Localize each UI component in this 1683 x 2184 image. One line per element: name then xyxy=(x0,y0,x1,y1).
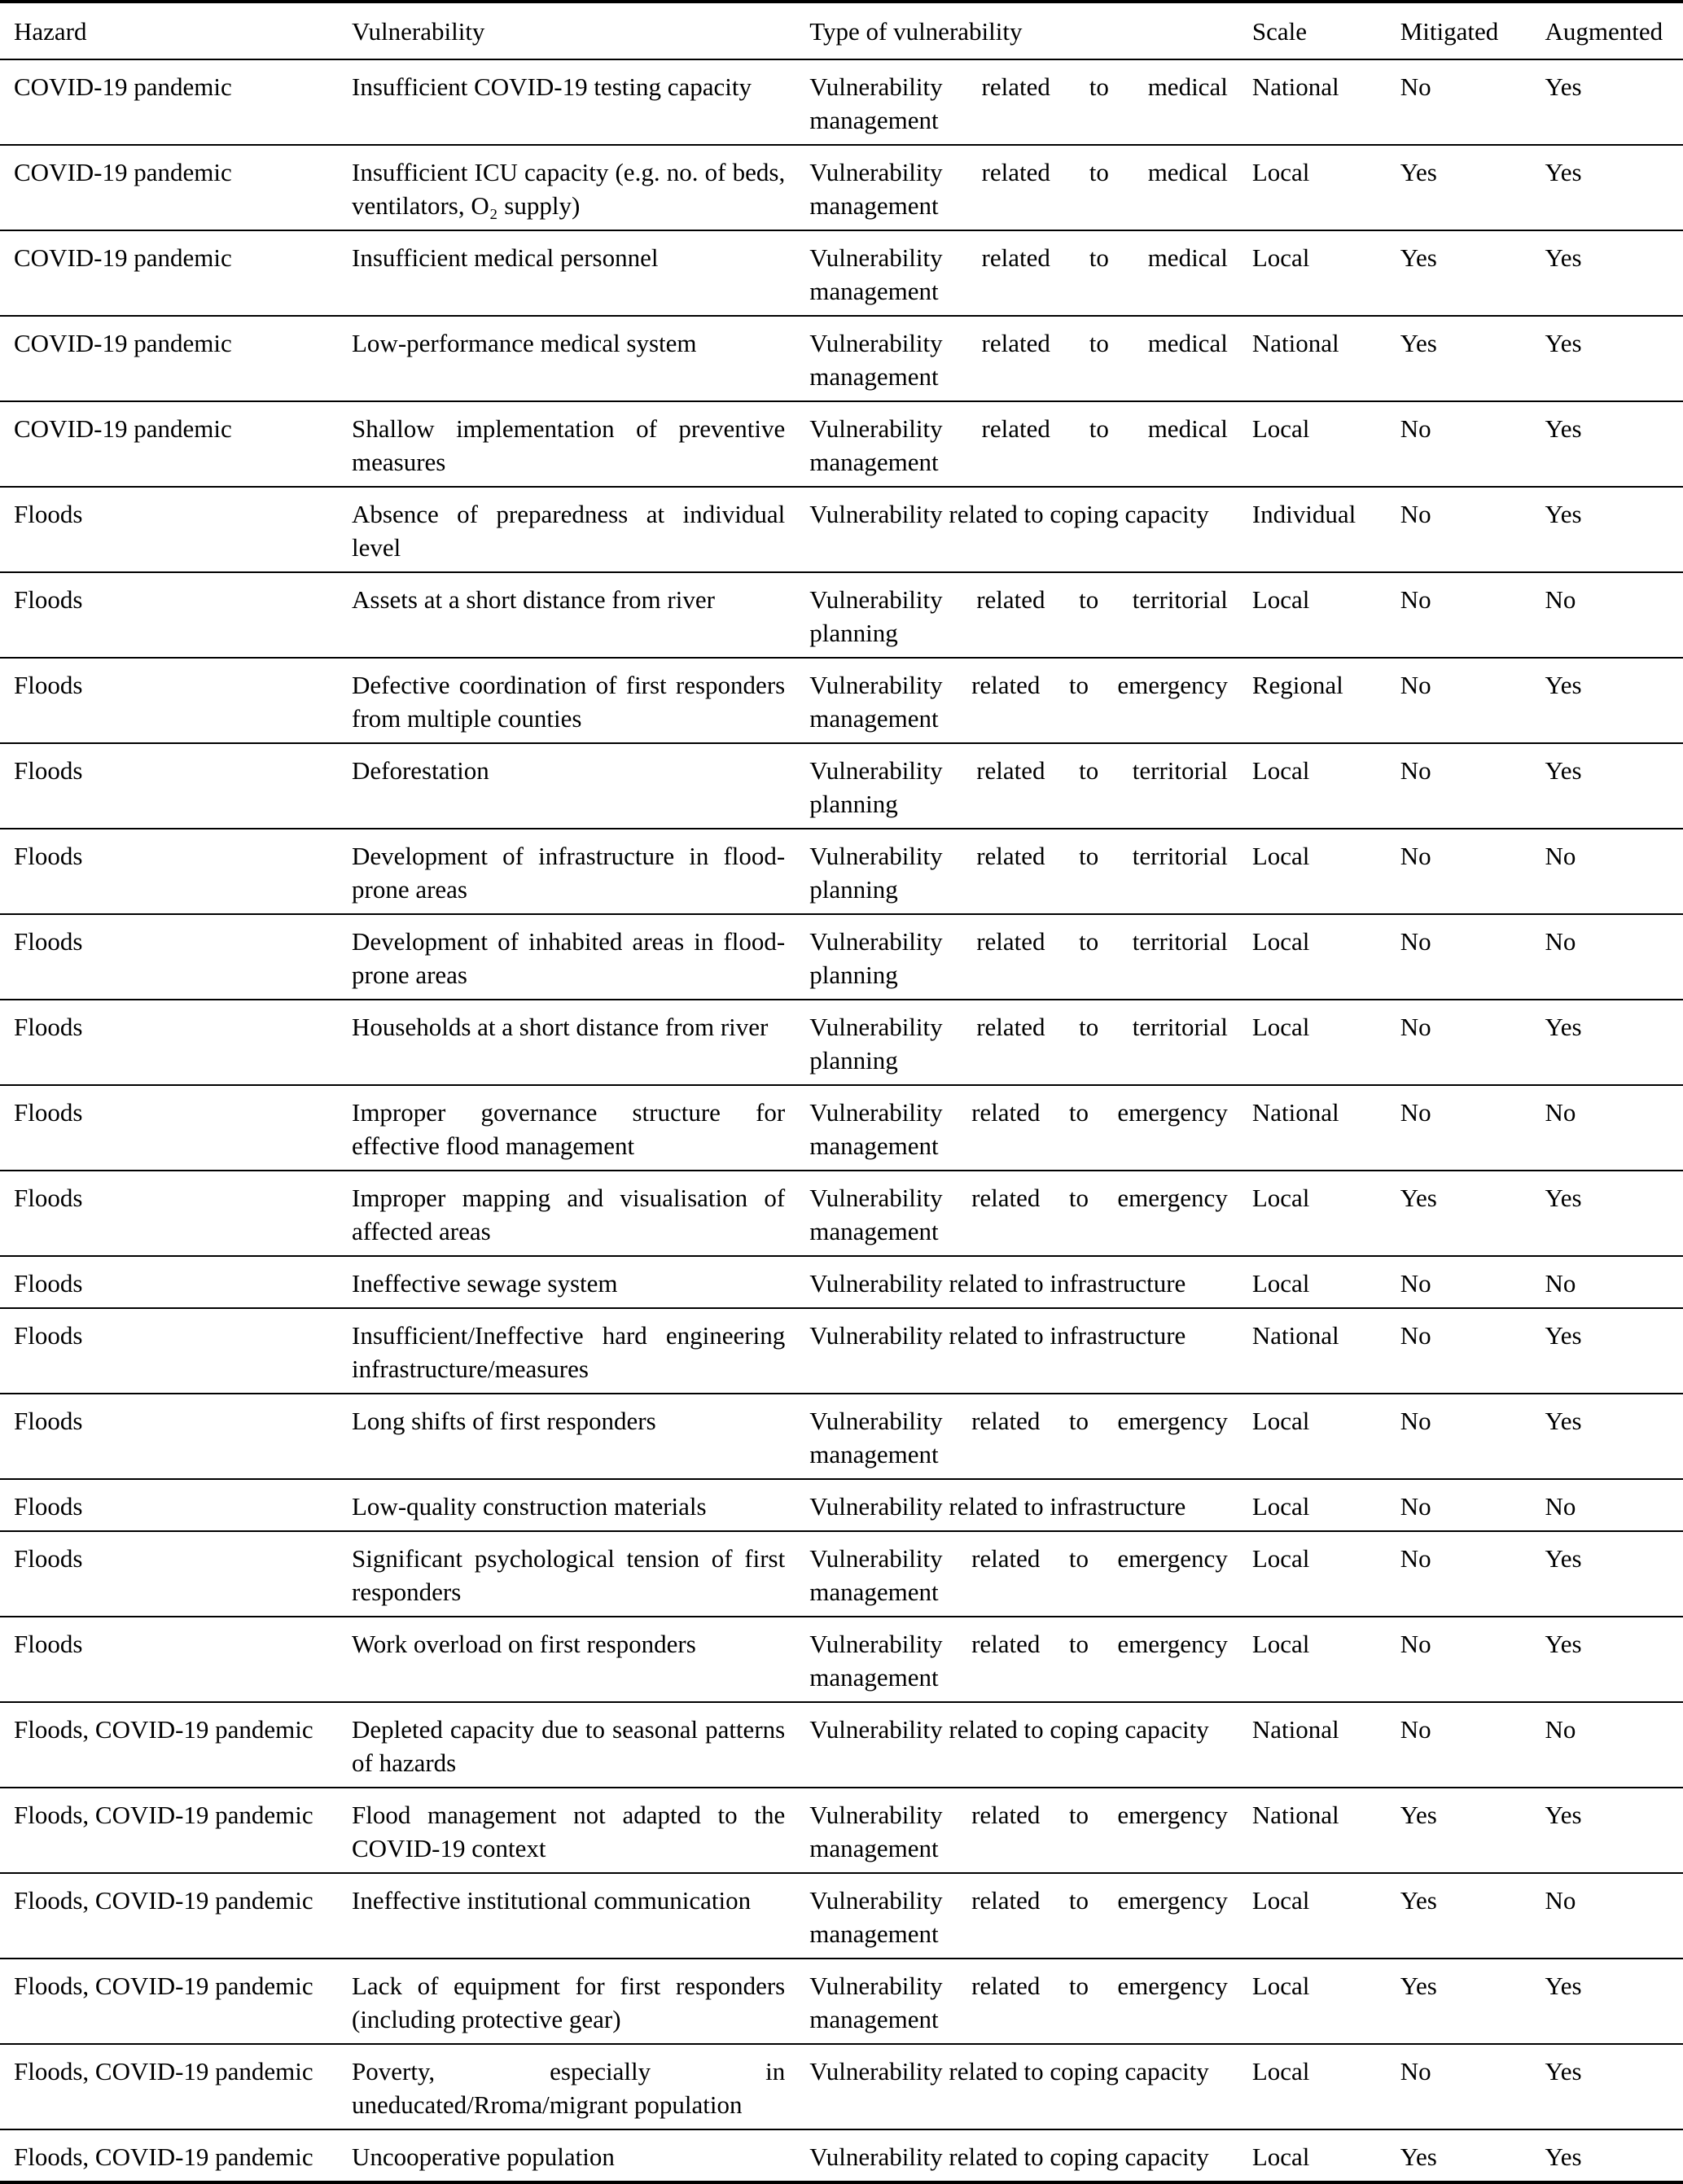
cell-mitigated: No xyxy=(1400,2044,1545,2129)
cell-vulnerability: Insufficient/Ineffective hard engineering infrastructure/measures xyxy=(352,1308,809,1394)
cell-augmented: Yes xyxy=(1545,1531,1683,1617)
cell-hazard: Floods, COVID-19 pandemic xyxy=(0,1873,352,1959)
cell-type-of-vulnerability: Vulnerability related to emergency management xyxy=(809,658,1252,743)
cell-type-of-vulnerability: Vulnerability related to medical management xyxy=(809,316,1252,401)
cell-scale: Local xyxy=(1252,1531,1400,1617)
cell-scale: Local xyxy=(1252,145,1400,230)
cell-mitigated: No xyxy=(1400,914,1545,1000)
cell-scale: National xyxy=(1252,1085,1400,1171)
cell-augmented: No xyxy=(1545,1085,1683,1171)
table-row xyxy=(0,2044,1683,2129)
cell-vulnerability: Low-performance medical system xyxy=(352,316,809,401)
cell-scale: Local xyxy=(1252,743,1400,829)
cell-type-of-vulnerability: Vulnerability related to infrastructure xyxy=(809,1256,1252,1308)
table-row xyxy=(0,829,1683,914)
cell-hazard: Floods, COVID-19 pandemic xyxy=(0,1702,352,1788)
cell-augmented: No xyxy=(1545,1702,1683,1788)
cell-vulnerability: Absence of preparedness at individual level xyxy=(352,487,809,572)
cell-mitigated: No xyxy=(1400,1479,1545,1531)
cell-augmented: Yes xyxy=(1545,1788,1683,1873)
cell-vulnerability: Insufficient COVID-19 testing capacity xyxy=(352,59,809,145)
cell-type-of-vulnerability: Vulnerability related to emergency management xyxy=(809,1873,1252,1959)
cell-scale: Local xyxy=(1252,1873,1400,1959)
cell-type-of-vulnerability: Vulnerability related to medical management xyxy=(809,59,1252,145)
cell-mitigated: No xyxy=(1400,1702,1545,1788)
cell-augmented: No xyxy=(1545,572,1683,658)
cell-hazard: Floods xyxy=(0,1256,352,1308)
cell-scale: Local xyxy=(1252,401,1400,487)
table-row xyxy=(0,59,1683,145)
cell-hazard: Floods xyxy=(0,1617,352,1702)
cell-vulnerability: Poverty, especially in uneducated/Rroma/migrant population xyxy=(352,2044,809,2129)
cell-type-of-vulnerability: Vulnerability related to infrastructure xyxy=(809,1308,1252,1394)
cell-type-of-vulnerability: Vulnerability related to territorial planning xyxy=(809,1000,1252,1085)
cell-hazard: COVID-19 pandemic xyxy=(0,401,352,487)
cell-vulnerability: Insufficient ICU capacity (e.g. no. of beds, ventilators, O₂ supply) xyxy=(352,145,809,230)
cell-mitigated: No xyxy=(1400,1308,1545,1394)
cell-augmented: Yes xyxy=(1545,1308,1683,1394)
cell-scale: Local xyxy=(1252,829,1400,914)
cell-hazard: Floods xyxy=(0,1531,352,1617)
table-row xyxy=(0,1171,1683,1256)
cell-vulnerability: Low-quality construction materials xyxy=(352,1479,809,1531)
cell-scale: Local xyxy=(1252,914,1400,1000)
cell-mitigated: Yes xyxy=(1400,1171,1545,1256)
cell-mitigated: No xyxy=(1400,572,1545,658)
cell-vulnerability: Development of infrastructure in flood-prone areas xyxy=(352,829,809,914)
cell-augmented: Yes xyxy=(1545,1000,1683,1085)
table-row xyxy=(0,316,1683,401)
cell-augmented: Yes xyxy=(1545,1617,1683,1702)
table-row xyxy=(0,1479,1683,1531)
table-row xyxy=(0,2129,1683,2182)
cell-type-of-vulnerability: Vulnerability related to emergency management xyxy=(809,1085,1252,1171)
cell-augmented: No xyxy=(1545,1873,1683,1959)
cell-scale: Local xyxy=(1252,1171,1400,1256)
cell-augmented: Yes xyxy=(1545,230,1683,316)
cell-hazard: Floods, COVID-19 pandemic xyxy=(0,1788,352,1873)
cell-hazard: Floods xyxy=(0,572,352,658)
cell-scale: National xyxy=(1252,59,1400,145)
header-cell-type-of-vulnerability: Type of vulnerability xyxy=(809,2,1252,59)
cell-mitigated: Yes xyxy=(1400,145,1545,230)
header-cell-hazard: Hazard xyxy=(0,2,352,59)
cell-hazard: Floods xyxy=(0,1000,352,1085)
cell-vulnerability: Depleted capacity due to seasonal patterns of hazards xyxy=(352,1702,809,1788)
cell-mitigated: No xyxy=(1400,1085,1545,1171)
table-row xyxy=(0,145,1683,230)
header-cell-augmented: Augmented xyxy=(1545,2,1683,59)
cell-scale: Local xyxy=(1252,572,1400,658)
cell-mitigated: No xyxy=(1400,487,1545,572)
cell-hazard: Floods xyxy=(0,829,352,914)
cell-type-of-vulnerability: Vulnerability related to medical management xyxy=(809,230,1252,316)
cell-hazard: Floods xyxy=(0,1171,352,1256)
cell-mitigated: No xyxy=(1400,59,1545,145)
cell-vulnerability: Households at a short distance from river xyxy=(352,1000,809,1085)
cell-hazard: Floods, COVID-19 pandemic xyxy=(0,2044,352,2129)
cell-scale: National xyxy=(1252,1788,1400,1873)
cell-type-of-vulnerability: Vulnerability related to territorial planning xyxy=(809,829,1252,914)
cell-hazard: Floods xyxy=(0,1308,352,1394)
cell-hazard: Floods xyxy=(0,914,352,1000)
table-row xyxy=(0,1959,1683,2044)
table-header xyxy=(0,2,1683,59)
table-row xyxy=(0,487,1683,572)
cell-mitigated: No xyxy=(1400,1256,1545,1308)
cell-hazard: COVID-19 pandemic xyxy=(0,145,352,230)
cell-augmented: Yes xyxy=(1545,316,1683,401)
cell-hazard: COVID-19 pandemic xyxy=(0,230,352,316)
cell-vulnerability: Significant psychological tension of first responders xyxy=(352,1531,809,1617)
table-row xyxy=(0,1000,1683,1085)
cell-type-of-vulnerability: Vulnerability related to medical management xyxy=(809,145,1252,230)
table-row xyxy=(0,401,1683,487)
cell-mitigated: Yes xyxy=(1400,1959,1545,2044)
cell-hazard: Floods xyxy=(0,743,352,829)
cell-vulnerability: Ineffective institutional communication xyxy=(352,1873,809,1959)
table-row xyxy=(0,1617,1683,1702)
cell-augmented: Yes xyxy=(1545,743,1683,829)
cell-mitigated: Yes xyxy=(1400,1788,1545,1873)
cell-type-of-vulnerability: Vulnerability related to coping capacity xyxy=(809,2044,1252,2129)
cell-vulnerability: Long shifts of first responders xyxy=(352,1394,809,1479)
cell-type-of-vulnerability: Vulnerability related to coping capacity xyxy=(809,1702,1252,1788)
cell-scale: Individual xyxy=(1252,487,1400,572)
cell-vulnerability: Assets at a short distance from river xyxy=(352,572,809,658)
cell-augmented: Yes xyxy=(1545,2142,1582,2171)
cell-hazard: Floods xyxy=(0,1085,352,1171)
table-row xyxy=(0,1531,1683,1617)
cell-type-of-vulnerability: Vulnerability related to emergency management xyxy=(809,1171,1252,1256)
cell-vulnerability: Flood management not adapted to the COVID-19 context xyxy=(352,1788,809,1873)
table-row xyxy=(0,230,1683,316)
cell-vulnerability: Uncooperative population xyxy=(352,2142,615,2171)
cell-scale: Local xyxy=(1252,230,1400,316)
header-cell-mitigated: Mitigated xyxy=(1400,2,1545,59)
cell-type-of-vulnerability: Vulnerability related to territorial planning xyxy=(809,914,1252,1000)
cell-hazard: Floods, COVID-19 pandemic xyxy=(0,1959,352,2044)
cell-vulnerability: Deforestation xyxy=(352,743,809,829)
cell-type-of-vulnerability: Vulnerability related to medical management xyxy=(809,401,1252,487)
cell-vulnerability: Ineffective sewage system xyxy=(352,1256,809,1308)
cell-mitigated: Yes xyxy=(1400,1873,1545,1959)
cell-mitigated: Yes xyxy=(1400,2142,1437,2171)
cell-augmented: No xyxy=(1545,1256,1683,1308)
cell-mitigated: Yes xyxy=(1400,230,1545,316)
table-row xyxy=(0,914,1683,1000)
cell-augmented: No xyxy=(1545,1479,1683,1531)
cell-hazard: Floods xyxy=(0,1394,352,1479)
cell-scale: National xyxy=(1252,1702,1400,1788)
cell-augmented: Yes xyxy=(1545,1171,1683,1256)
cell-type-of-vulnerability: Vulnerability related to emergency management xyxy=(809,1531,1252,1617)
cell-scale: Local xyxy=(1252,1256,1400,1308)
cell-scale: National xyxy=(1252,1308,1400,1394)
table-row xyxy=(0,1256,1683,1308)
cell-mitigated: Yes xyxy=(1400,316,1545,401)
cell-vulnerability: Improper governance structure for effective flood management xyxy=(352,1085,809,1171)
cell-type-of-vulnerability: Vulnerability related to territorial planning xyxy=(809,572,1252,658)
cell-augmented: Yes xyxy=(1545,1959,1683,2044)
table-row xyxy=(0,743,1683,829)
cell-scale: Local xyxy=(1252,1000,1400,1085)
table-row xyxy=(0,1085,1683,1171)
cell-type-of-vulnerability: Vulnerability related to territorial planning xyxy=(809,743,1252,829)
cell-augmented: Yes xyxy=(1545,59,1683,145)
table-row xyxy=(0,572,1683,658)
cell-mitigated: No xyxy=(1400,1394,1545,1479)
cell-mitigated: No xyxy=(1400,829,1545,914)
cell-augmented: Yes xyxy=(1545,658,1683,743)
header-row xyxy=(0,2,1683,59)
cell-type-of-vulnerability: Vulnerability related to coping capacity xyxy=(809,487,1252,572)
cell-hazard: COVID-19 pandemic xyxy=(0,59,352,145)
cell-vulnerability: Shallow implementation of preventive measures xyxy=(352,401,809,487)
cell-hazard: Floods xyxy=(0,487,352,572)
cell-hazard: Floods xyxy=(0,658,352,743)
header-cell-vulnerability: Vulnerability xyxy=(352,2,809,59)
cell-scale: National xyxy=(1252,316,1400,401)
cell-vulnerability: Insufficient medical personnel xyxy=(352,230,809,316)
cell-type-of-vulnerability: Vulnerability related to emergency management xyxy=(809,1788,1252,1873)
cell-type-of-vulnerability: Vulnerability related to infrastructure xyxy=(809,1479,1252,1531)
table-row xyxy=(0,1788,1683,1873)
cell-scale: Regional xyxy=(1252,658,1400,743)
cell-augmented: Yes xyxy=(1545,2044,1683,2129)
cell-mitigated: No xyxy=(1400,743,1545,829)
cell-augmented: No xyxy=(1545,914,1683,1000)
cell-mitigated: No xyxy=(1400,1531,1545,1617)
cell-mitigated: No xyxy=(1400,658,1545,743)
cell-hazard: Floods, COVID-19 pandemic xyxy=(14,2142,313,2171)
cell-augmented: Yes xyxy=(1545,487,1683,572)
cell-hazard: COVID-19 pandemic xyxy=(0,316,352,401)
cell-hazard: Floods xyxy=(0,1479,352,1531)
header-cell-scale: Scale xyxy=(1252,2,1400,59)
cell-vulnerability: Defective coordination of first responders from multiple counties xyxy=(352,658,809,743)
cell-augmented: Yes xyxy=(1545,401,1683,487)
cell-scale: Local xyxy=(1251,2142,1310,2171)
table-row xyxy=(0,1308,1683,1394)
cell-augmented: No xyxy=(1545,829,1683,914)
cell-vulnerability: Lack of equipment for first responders (including protective gear) xyxy=(352,1959,809,2044)
cell-scale: Local xyxy=(1252,1479,1400,1531)
cell-type-of-vulnerability: Vulnerability related to emergency management xyxy=(809,1617,1252,1702)
cell-vulnerability: Work overload on first responders xyxy=(352,1617,809,1702)
table-row xyxy=(0,658,1683,743)
cell-vulnerability: Development of inhabited areas in flood-prone areas xyxy=(352,914,809,1000)
cell-mitigated: No xyxy=(1400,1000,1545,1085)
cell-type-of-vulnerability: Vulnerability related to coping capacity xyxy=(809,2142,1209,2171)
table-body xyxy=(0,59,1683,2182)
cell-augmented: Yes xyxy=(1545,145,1683,230)
table-row xyxy=(0,1394,1683,1479)
cell-scale: Local xyxy=(1252,1617,1400,1702)
cell-mitigated: No xyxy=(1400,401,1545,487)
cell-scale: Local xyxy=(1252,1959,1400,2044)
table-row xyxy=(0,1873,1683,1959)
cell-scale: Local xyxy=(1252,1394,1400,1479)
cell-vulnerability: Improper mapping and visualisation of affected areas xyxy=(352,1171,809,1256)
cell-augmented: Yes xyxy=(1545,1394,1683,1479)
table-row xyxy=(0,1702,1683,1788)
cell-mitigated: No xyxy=(1400,1617,1545,1702)
cell-type-of-vulnerability: Vulnerability related to emergency management xyxy=(809,1959,1252,2044)
cell-type-of-vulnerability: Vulnerability related to emergency management xyxy=(809,1394,1252,1479)
cell-scale: Local xyxy=(1252,2044,1400,2129)
